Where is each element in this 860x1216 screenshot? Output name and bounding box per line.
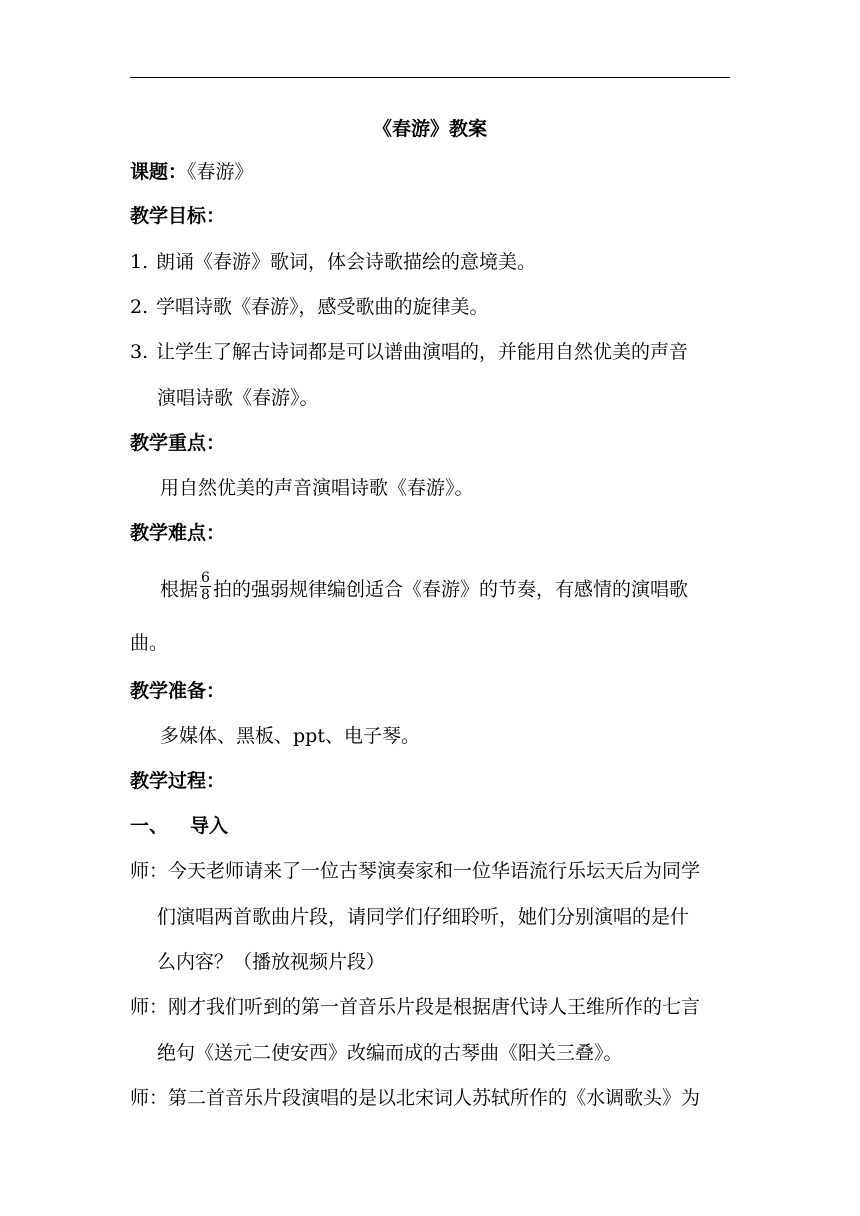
paragraph-1-line-1 [130,859,700,883]
objective-text: 朗诵《春游》歌词，体会诗歌描绘的意境美。 [156,251,537,273]
difficulties-suffix: 拍的强弱规律编创适合《春游》的节奏，有感情的演唱歌 [212,578,688,601]
topic-line [130,160,254,184]
process-heading: 教学过程： [130,770,226,792]
time-signature-fraction [200,570,211,603]
difficulties-line [160,570,688,603]
preparation-text: 多媒体、黑板、ppt、电子琴。 [160,725,420,747]
paragraph-1-line-2: 们演唱两首歌曲片段，请同学们仔细聆听，她们分别演唱的是什 [157,906,690,928]
objective-number: 3. [130,341,149,363]
paragraph-text: 刚才我们听到的第一首音乐片段是根据唐代诗人王维所作的七言 [168,996,701,1018]
speaker-label: 师： [130,860,169,882]
difficulties-continued: 曲。 [130,632,169,654]
section-one-heading [130,814,228,838]
header-rule [130,77,730,78]
topic-label: 课题： [130,161,188,183]
section-title: 导入 [190,815,229,837]
section-number: 一、 [130,815,169,837]
objective-item-2 [130,295,489,319]
objectives-heading: 教学目标： [130,205,226,227]
preparation-heading: 教学准备： [130,680,226,702]
paragraph-1-line-3: 么内容？（播放视频片段） [157,951,386,973]
paragraph-3-line-1 [130,1086,700,1110]
key-points-heading: 教学重点： [130,432,226,454]
speaker-label: 师： [130,996,169,1018]
topic-value: 《春游》 [187,161,254,183]
paragraph-text: 第二首音乐片段演唱的是以北宋词人苏轼所作的《水调歌头》为 [168,1087,701,1109]
objective-item-3-continued: 演唱诗歌《春游》。 [157,387,319,409]
objective-number: 1. [130,251,149,273]
fraction-numerator: 6 [201,570,210,586]
objective-text: 学唱诗歌《春游》，感受歌曲的旋律美。 [156,296,489,318]
objective-item-1 [130,250,536,274]
objective-text: 让学生了解古诗词都是可以谱曲演唱的，并能用自然优美的声音 [156,341,689,363]
fraction-denominator: 8 [201,587,210,603]
difficulties-heading: 教学难点： [130,522,226,544]
paragraph-text: 今天老师请来了一位古琴演奏家和一位华语流行乐坛天后为同学 [168,860,701,882]
difficulties-prefix: 根据 [160,578,199,601]
key-points-text: 用自然优美的声音演唱诗歌《春游》。 [160,477,474,499]
speaker-label: 师： [130,1087,169,1109]
document-title: 《春游》教案 [372,118,487,140]
objective-number: 2. [130,296,149,318]
paragraph-2-line-1 [130,995,700,1019]
objective-item-3 [130,340,688,364]
paragraph-2-line-2: 绝句《送元二使安西》改编而成的古琴曲《阳关三叠》。 [157,1042,623,1064]
